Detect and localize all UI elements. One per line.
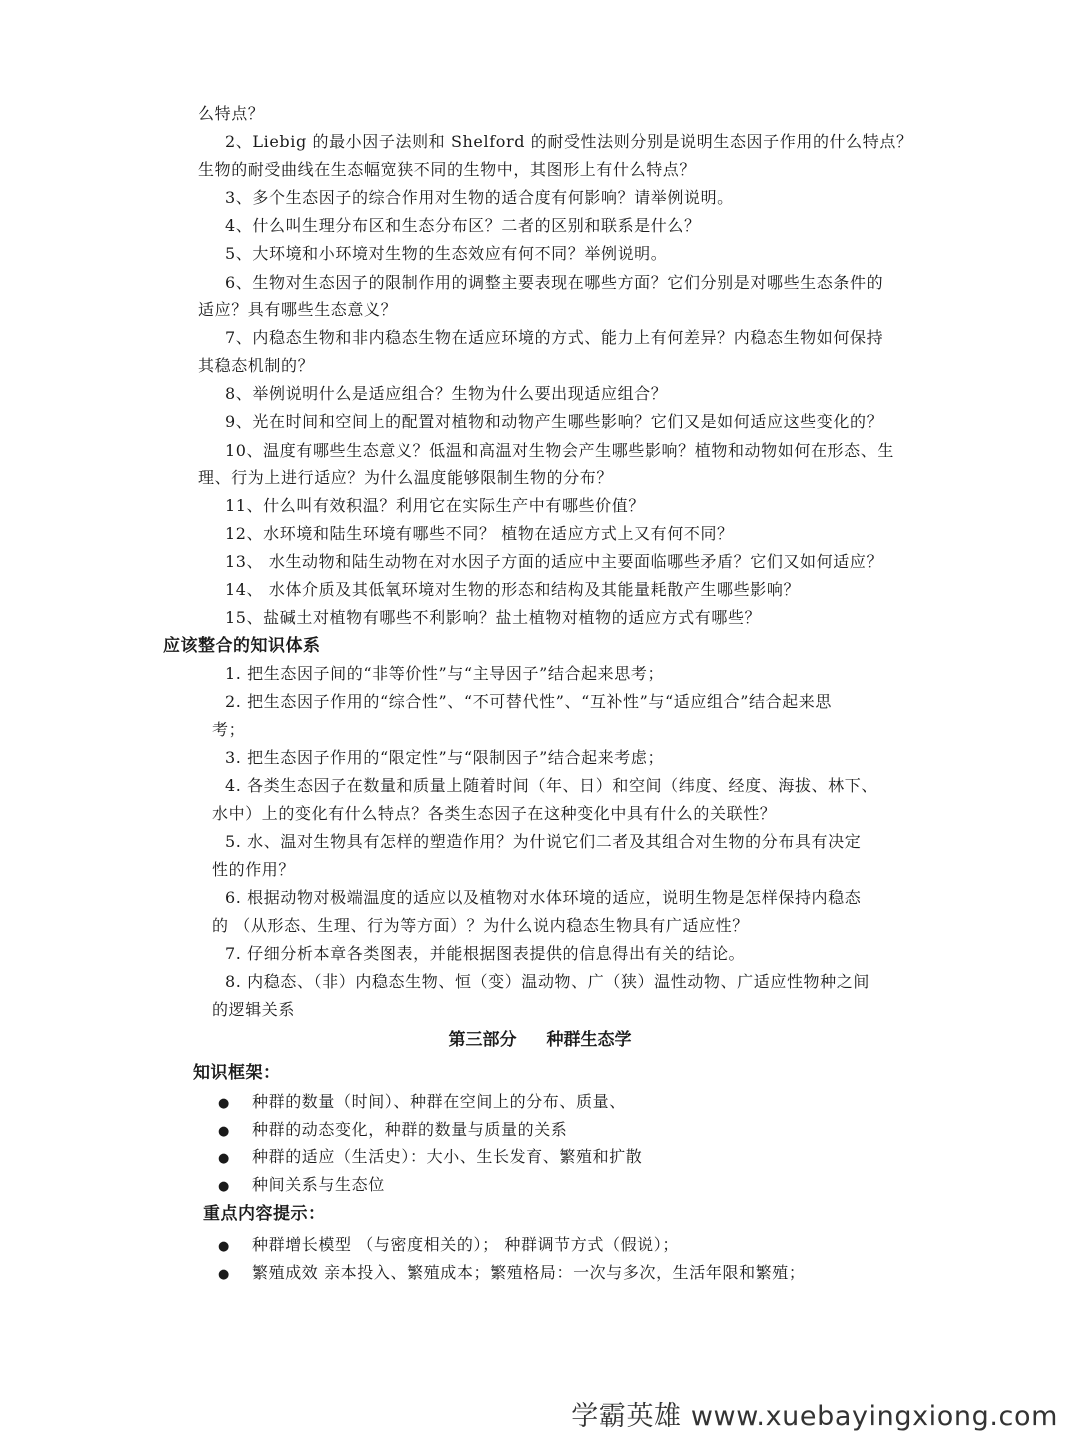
integration-item-8-line-2: 的逻辑关系 xyxy=(212,1000,296,1019)
question-12: 12、水环境和陆生环境有哪些不同？ 植物在适应方式上又有何不同？ xyxy=(225,524,734,543)
bullet-icon: ● xyxy=(218,1179,230,1194)
question-3: 3、多个生态因子的综合作用对生物的适合度有何影响？请举例说明。 xyxy=(225,188,734,207)
question-4: 4、什么叫生理分布区和生态分布区？二者的区别和联系是什么？ xyxy=(225,216,701,235)
question-14: 14、 水体介质及其低氧环境对生物的形态和结构及其能量耗散产生哪些影响？ xyxy=(225,580,801,599)
question-7-line-2: 其稳态机制的？ xyxy=(198,356,315,375)
bullet-icon: ● xyxy=(218,1267,230,1282)
bullet-icon: ● xyxy=(218,1239,230,1254)
question-15: 15、盐碱土对植物有哪些不利影响？盐土植物对植物的适应方式有哪些？ xyxy=(225,608,762,627)
integration-item-2-line-1: 2. 把生态因子作用的“综合性”、“不可替代性”、“互补性”与“适应组合”结合起来思 xyxy=(225,692,832,711)
part3-title-number: 第三部分 xyxy=(448,1030,517,1050)
integration-item-5-line-2: 性的作用？ xyxy=(212,860,296,879)
question-6-line-1: 6、生物对生态因子的限制作用的调整主要表现在哪些方面？它们分别是对哪些生态条件的 xyxy=(225,273,884,292)
integration-heading: 应该整合的知识体系 xyxy=(163,636,321,656)
integration-item-3: 3. 把生态因子作用的“限定性”与“限制因子”结合起来考虑； xyxy=(225,748,665,767)
integration-item-1: 1. 把生态因子间的“非等价性”与“主导因子”结合起来思考； xyxy=(225,664,665,683)
question-10-line-1: 10、温度有哪些生态意义？低温和高温对生物会产生哪些影响？植物和动物如何在形态、生 xyxy=(225,441,894,460)
part3-title-name: 种群生态学 xyxy=(546,1030,632,1050)
question-5: 5、大环境和小环境对生物的生态效应有何不同？举例说明。 xyxy=(225,244,668,263)
question-1-continuation: 么特点？ xyxy=(198,104,265,123)
key-content-item: ● 种群增长模型 （与密度相关的）； 种群调节方式（假说）； xyxy=(218,1234,679,1258)
question-13: 13、 水生动物和陆生动物在对水因子方面的适应中主要面临哪些矛盾？它们又如何适应？ xyxy=(225,552,884,571)
framework-heading: 知识框架： xyxy=(193,1063,281,1083)
framework-item: ● 种群的适应（生活史）：大小、生长发育、繁殖和扩散 xyxy=(218,1146,642,1170)
question-8: 8、举例说明什么是适应组合？生物为什么要出现适应组合？ xyxy=(225,384,668,403)
bullet-icon: ● xyxy=(218,1096,230,1111)
watermark: 学霸英雄 www.xuebayingxiong.com xyxy=(571,1401,1058,1432)
key-content-item: ● 繁殖成效 亲本投入、繁殖成本；繁殖格局：一次与多次，生活年限和繁殖； xyxy=(218,1262,806,1286)
framework-item: ● 种群的动态变化，种群的数量与质量的关系 xyxy=(218,1119,567,1143)
question-9: 9、光在时间和空间上的配置对植物和动物产生哪些影响？它们又是如何适应这些变化的？ xyxy=(225,412,884,431)
integration-item-2-line-2: 考； xyxy=(212,720,246,739)
framework-item: ● 种间关系与生态位 xyxy=(218,1174,385,1198)
integration-item-6-line-2: 的 （从形态、生理、行为等方面）？为什么说内稳态生物具有广适应性？ xyxy=(212,916,749,935)
question-11: 11、什么叫有效积温？利用它在实际生产中有哪些价值？ xyxy=(225,496,645,515)
question-10-line-2: 理、行为上进行适应？为什么温度能够限制生物的分布？ xyxy=(198,468,614,487)
question-2-line-2: 生物的耐受曲线在生态幅宽狭不同的生物中，其图形上有什么特点？ xyxy=(198,160,697,179)
integration-item-5-line-1: 5. 水、温对生物具有怎样的塑造作用？为什说它们二者及其组合对生物的分布具有决定 xyxy=(225,832,862,851)
integration-item-6-line-1: 6. 根据动物对极端温度的适应以及植物对水体环境的适应，说明生物是怎样保持内稳态 xyxy=(225,888,862,907)
question-6-line-2: 适应？具有哪些生态意义？ xyxy=(198,300,398,319)
integration-item-8-line-1: 8. 内稳态、（非）内稳态生物、恒（变）温动物、广（狭）温性动物、广适应性物种之间 xyxy=(225,972,870,991)
integration-item-4-line-2: 水中）上的变化有什么特点？各类生态因子在这种变化中具有什么的关联性？ xyxy=(212,804,777,823)
bullet-icon: ● xyxy=(218,1124,230,1139)
key-content-heading: 重点内容提示： xyxy=(203,1204,326,1224)
integration-item-7: 7. 仔细分析本章各类图表，并能根据图表提供的信息得出有关的结论。 xyxy=(225,944,746,963)
bullet-icon: ● xyxy=(218,1151,230,1166)
question-7-line-1: 7、内稳态生物和非内稳态生物在适应环境的方式、能力上有何差异？内稳态生物如何保持 xyxy=(225,328,884,347)
question-2-line-1: 2、Liebig 的最小因子法则和 Shelford 的耐受性法则分别是说明生态因子作用的什么特点？ xyxy=(225,132,913,151)
framework-item: ● 种群的数量（时间）、种群在空间上的分布、质量、 xyxy=(218,1091,626,1115)
part3-title xyxy=(0,1028,1080,1052)
integration-item-4-line-1: 4. 各类生态因子在数量和质量上随着时间（年、日）和空间（纬度、经度、海拔、林下、 xyxy=(225,776,878,795)
